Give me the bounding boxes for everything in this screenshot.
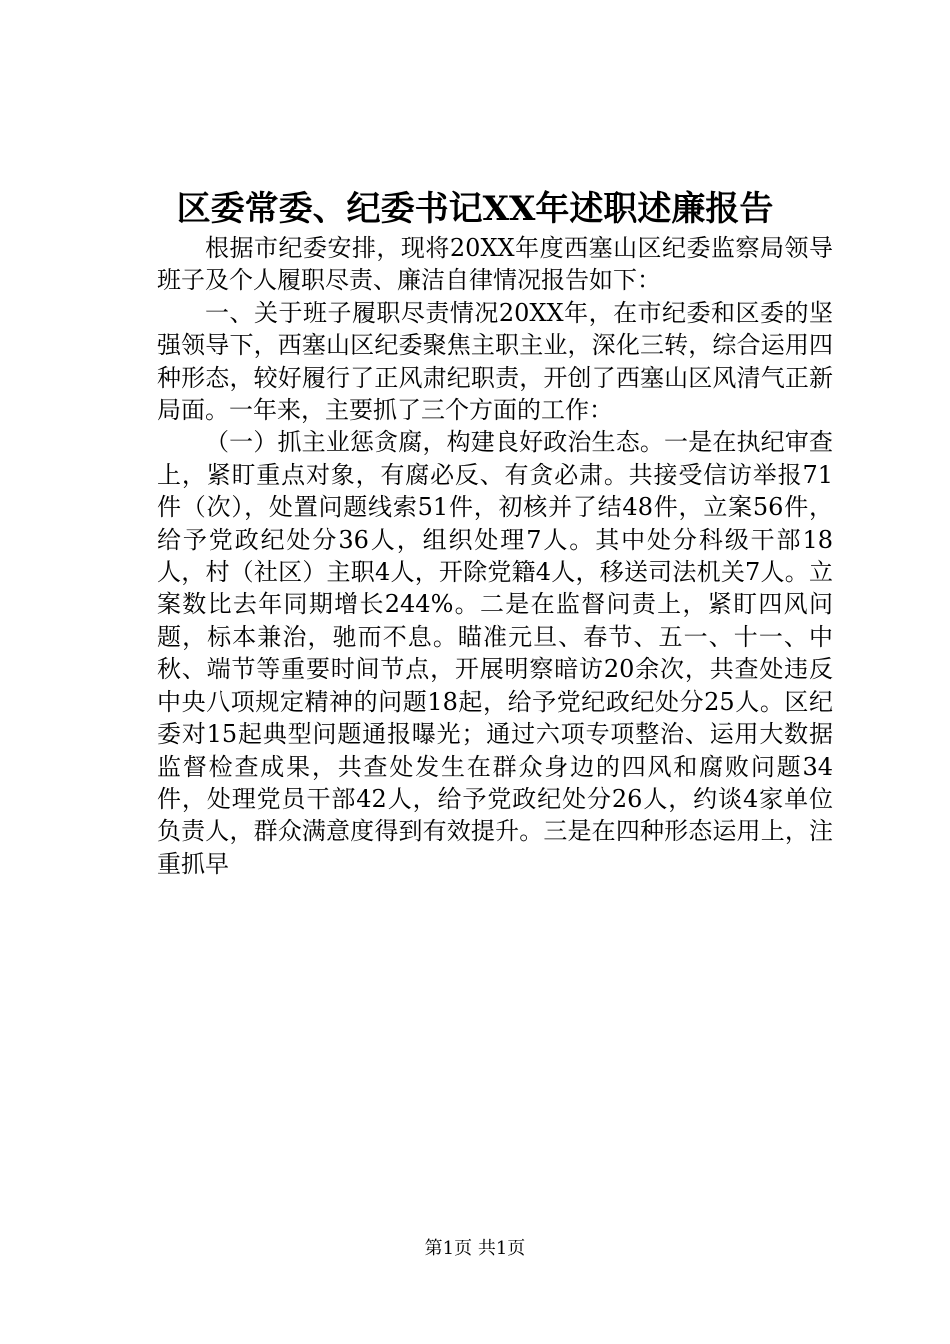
document-title: 区委常委、纪委书记XX年述职述廉报告 (176, 189, 774, 229)
paragraph-intro: 根据市纪委安排，现将20XX年度西塞山区纪委监察局领导班子及个人履职尽责、廉洁自律情况报告如下： (157, 234, 833, 295)
paragraph-section-one: 一、关于班子履职尽责情况20XX年，在市纪委和区委的坚强领导下，西塞山区纪委聚焦主职主业，深化三转，综合运用四种形态，较好履行了正风肃纪职责，开创了西塞山区风清气正新局面。一年来，主要抓了三个方面的工作： (157, 298, 833, 425)
page-footer: 第1页 共1页 (424, 1238, 526, 1259)
document-body (157, 232, 833, 880)
paragraph-subsection-one: （一）抓主业惩贪腐，构建良好政治生态。一是在执纪审查上，紧盯重点对象，有腐必反、有贪必肃。共接受信访举报71件（次），处置问题线索51件，初核并了结48件，立案56件，给予党政纪处分36人，组织处理7人。其中处分科级干部18人，村（社区）主职4人，开除党籍4人，移送司法机关7人。立案数比去年同期增长244%。二是在监督问责上，紧盯四风问题，标本兼治，驰而不息。瞄准元旦、春节、五一、十一、中秋、端节等重要时间节点，开展明察暗访20余次，共查处违反中央八项规定精神的问题18起，给予党纪政纪处分25人。区纪委对15起典型问题通报曝光；通过六项专项整治、运用大数据监督检查成果，共查处发生在群众身边的四风和腐败问题34件，处理党员干部42人，给予党政纪处分26人，约谈4家单位负责人，群众满意度得到有效提升。三是在四种形态运用上，注重抓早 (157, 428, 833, 878)
